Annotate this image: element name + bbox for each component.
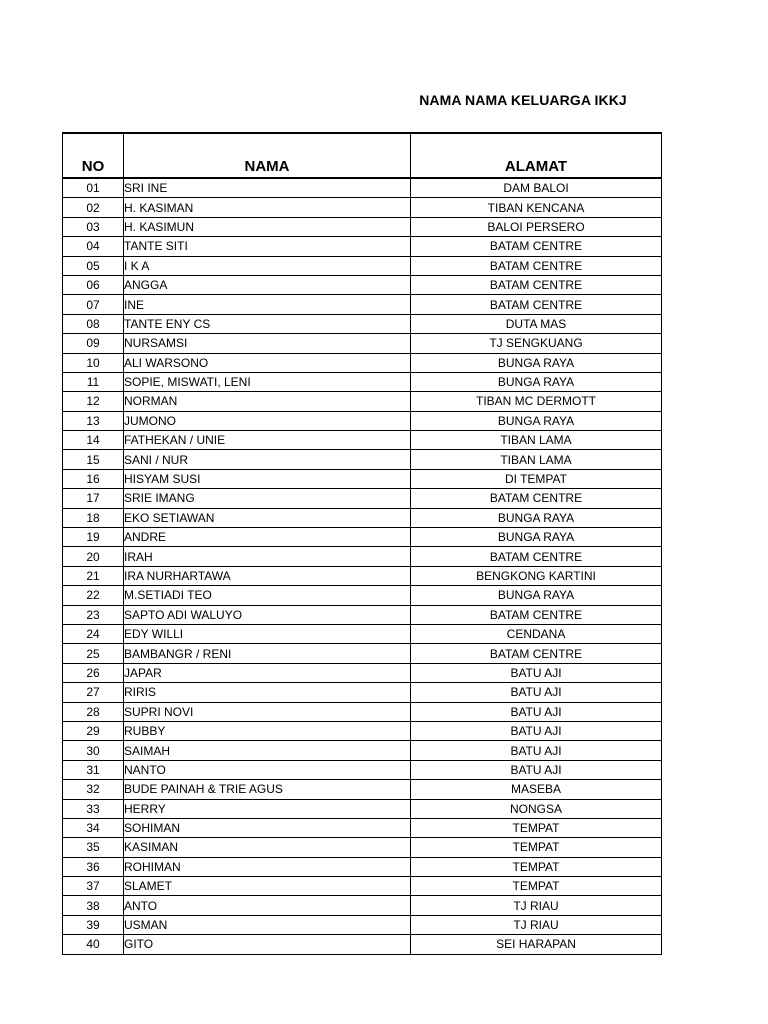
cell-no: 28 [63,702,124,721]
table-row [63,683,662,702]
table-row [63,469,662,488]
cell-alamat: BATU AJI [411,741,662,760]
cell-no: 25 [63,644,124,663]
cell-nama: ROHIMAN [124,857,411,876]
table-row [63,721,662,740]
cell-nama: ALI WARSONO [124,353,411,372]
table-row [63,741,662,760]
cell-no: 01 [63,178,124,198]
cell-nama: EKO SETIAWAN [124,508,411,527]
table-row [63,372,662,391]
family-table [62,132,662,955]
cell-alamat: BATU AJI [411,721,662,740]
cell-nama: SAPTO ADI WALUYO [124,605,411,624]
table-row [63,334,662,353]
table-row [63,896,662,915]
table-row [63,799,662,818]
cell-alamat: TIBAN LAMA [411,450,662,469]
cell-nama: IRA NURHARTAWA [124,566,411,585]
cell-alamat: TIBAN MC DERMOTT [411,392,662,411]
cell-alamat: TEMPAT [411,857,662,876]
table-row [63,314,662,333]
cell-nama: HISYAM SUSI [124,469,411,488]
cell-alamat: CENDANA [411,624,662,643]
cell-nama: GITO [124,935,411,954]
table-row [63,760,662,779]
cell-alamat: TJ SENGKUANG [411,334,662,353]
cell-no: 08 [63,314,124,333]
cell-no: 26 [63,663,124,682]
cell-no: 27 [63,683,124,702]
cell-nama: JAPAR [124,663,411,682]
table-row [63,178,662,198]
cell-nama: EDY WILLI [124,624,411,643]
column-header-nama: NAMA [124,133,411,178]
cell-no: 22 [63,586,124,605]
table-row [63,489,662,508]
cell-alamat: DAM BALOI [411,178,662,198]
cell-alamat: TEMPAT [411,818,662,837]
cell-no: 15 [63,450,124,469]
cell-no: 05 [63,256,124,275]
table-row [63,877,662,896]
cell-nama: SLAMET [124,877,411,896]
cell-alamat: BATAM CENTRE [411,605,662,624]
table-row [63,935,662,954]
cell-alamat: BUNGA RAYA [411,411,662,430]
cell-alamat: BATAM CENTRE [411,644,662,663]
table-row [63,780,662,799]
cell-nama: BUDE PAINAH & TRIE AGUS [124,780,411,799]
cell-nama: H. KASIMAN [124,198,411,217]
cell-no: 10 [63,353,124,372]
cell-alamat: BATAM CENTRE [411,295,662,314]
table-row [63,702,662,721]
cell-alamat: BATAM CENTRE [411,547,662,566]
table-row [63,450,662,469]
cell-nama: RUBBY [124,721,411,740]
cell-alamat: BATU AJI [411,760,662,779]
cell-no: 18 [63,508,124,527]
table-row [63,392,662,411]
document-title: NAMA NAMA KELUARGA IKKJ [419,92,627,108]
cell-no: 21 [63,566,124,585]
cell-alamat: BATAM CENTRE [411,237,662,256]
cell-no: 33 [63,799,124,818]
cell-nama: SRIE IMANG [124,489,411,508]
cell-no: 36 [63,857,124,876]
cell-no: 40 [63,935,124,954]
cell-alamat: BATAM CENTRE [411,256,662,275]
cell-nama: FATHEKAN / UNIE [124,431,411,450]
cell-no: 24 [63,624,124,643]
cell-nama: SRI INE [124,178,411,198]
cell-nama: INE [124,295,411,314]
cell-no: 29 [63,721,124,740]
cell-nama: RIRIS [124,683,411,702]
cell-no: 23 [63,605,124,624]
table-row [63,217,662,236]
cell-nama: HERRY [124,799,411,818]
cell-no: 30 [63,741,124,760]
cell-no: 20 [63,547,124,566]
table-row [63,663,662,682]
cell-no: 07 [63,295,124,314]
cell-nama: M.SETIADI TEO [124,586,411,605]
cell-no: 17 [63,489,124,508]
cell-alamat: BENGKONG KARTINI [411,566,662,585]
cell-alamat: DUTA MAS [411,314,662,333]
cell-no: 06 [63,275,124,294]
column-header-no: NO [63,133,124,178]
cell-nama: ANTO [124,896,411,915]
cell-nama: ANDRE [124,528,411,547]
cell-nama: JUMONO [124,411,411,430]
table-row [63,818,662,837]
cell-no: 14 [63,431,124,450]
cell-no: 13 [63,411,124,430]
cell-nama: SANI / NUR [124,450,411,469]
cell-alamat: TJ RIAU [411,896,662,915]
cell-no: 39 [63,915,124,934]
cell-alamat: TIBAN KENCANA [411,198,662,217]
cell-nama: H. KASIMUN [124,217,411,236]
table-row [63,586,662,605]
table-row [63,508,662,527]
table-row [63,198,662,217]
cell-nama: SAIMAH [124,741,411,760]
cell-alamat: DI TEMPAT [411,469,662,488]
cell-no: 02 [63,198,124,217]
table-row [63,237,662,256]
cell-alamat: TJ RIAU [411,915,662,934]
cell-nama: KASIMAN [124,838,411,857]
table-row [63,295,662,314]
cell-no: 34 [63,818,124,837]
cell-nama: NORMAN [124,392,411,411]
cell-alamat: TEMPAT [411,838,662,857]
cell-nama: NANTO [124,760,411,779]
cell-no: 16 [63,469,124,488]
cell-nama: USMAN [124,915,411,934]
cell-alamat: TIBAN LAMA [411,431,662,450]
cell-alamat: BATAM CENTRE [411,275,662,294]
cell-nama: TANTE ENY CS [124,314,411,333]
table-row [63,644,662,663]
cell-no: 09 [63,334,124,353]
cell-no: 19 [63,528,124,547]
cell-no: 35 [63,838,124,857]
table-row [63,528,662,547]
cell-no: 12 [63,392,124,411]
cell-alamat: TEMPAT [411,877,662,896]
cell-alamat: BATU AJI [411,702,662,721]
cell-alamat: BALOI PERSERO [411,217,662,236]
cell-nama: SOPIE, MISWATI, LENI [124,372,411,391]
table-row [63,624,662,643]
cell-no: 32 [63,780,124,799]
cell-nama: NURSAMSI [124,334,411,353]
cell-no: 31 [63,760,124,779]
table-row [63,275,662,294]
cell-alamat: MASEBA [411,780,662,799]
cell-alamat: SEI HARAPAN [411,935,662,954]
cell-nama: SOHIMAN [124,818,411,837]
table-row [63,431,662,450]
table-row [63,256,662,275]
cell-no: 03 [63,217,124,236]
table-header-row [63,133,662,178]
table-row [63,547,662,566]
column-header-alamat: ALAMAT [411,133,662,178]
cell-nama: BAMBANGR / RENI [124,644,411,663]
table-row [63,915,662,934]
cell-alamat: BUNGA RAYA [411,372,662,391]
cell-nama: SUPRI NOVI [124,702,411,721]
cell-no: 37 [63,877,124,896]
cell-alamat: BUNGA RAYA [411,528,662,547]
cell-nama: I K A [124,256,411,275]
cell-alamat: BUNGA RAYA [411,586,662,605]
table-row [63,838,662,857]
cell-no: 11 [63,372,124,391]
table-body [63,178,662,954]
cell-no: 04 [63,237,124,256]
table-row [63,353,662,372]
cell-alamat: BATAM CENTRE [411,489,662,508]
cell-nama: IRAH [124,547,411,566]
cell-alamat: BATU AJI [411,683,662,702]
cell-alamat: BATU AJI [411,663,662,682]
cell-no: 38 [63,896,124,915]
cell-nama: TANTE SITI [124,237,411,256]
table-row [63,605,662,624]
table-row [63,566,662,585]
cell-nama: ANGGA [124,275,411,294]
cell-alamat: NONGSA [411,799,662,818]
table-row [63,411,662,430]
cell-alamat: BUNGA RAYA [411,508,662,527]
table-row [63,857,662,876]
cell-alamat: BUNGA RAYA [411,353,662,372]
